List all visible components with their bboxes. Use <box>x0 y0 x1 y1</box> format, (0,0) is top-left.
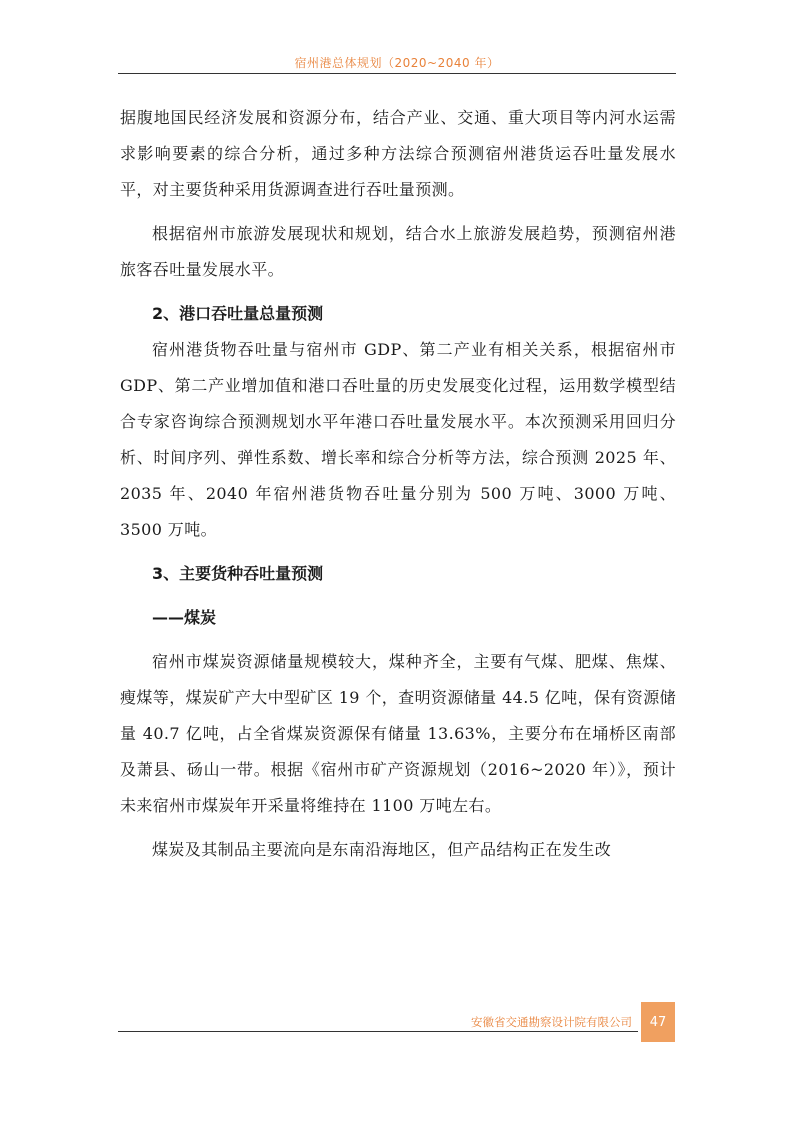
running-header-title: 宿州港总体规划（2020~2040 年） <box>294 56 500 70</box>
paragraph-5: 煤炭及其制品主要流向是东南沿海地区，但产品结构正在发生改 <box>152 840 612 859</box>
subsection-heading-coal: ——煤炭 <box>152 608 217 627</box>
paragraph-4: 宿州市煤炭资源储量规模较大，煤种齐全，主要有气煤、肥煤、焦煤、瘦煤等，煤炭矿产大中型矿区 19 个，查明资源储量 44.5 亿吨，保有资源储量 40.7 亿吨，占全省煤炭资源保有储量 13.63%，主要分布在埇桥区南部及萧县、砀山一带。根据《宿州市矿产资源规划（2016~2020 年）》，预计未来宿州市煤炭年开采量将维持在 1100 万吨左右。 <box>120 652 676 815</box>
section-heading-2: 2、港口吞吐量总量预测 <box>152 304 324 323</box>
document-body <box>120 100 676 868</box>
section-heading-3: 3、主要货种吞吐量预测 <box>152 564 324 583</box>
spacer <box>120 636 676 644</box>
page-number: 47 <box>649 1014 667 1030</box>
spacer <box>120 824 676 832</box>
footer-divider <box>118 1031 638 1032</box>
footer-organization: 安徽省交通勘察设计院有限公司 <box>471 1015 632 1029</box>
spacer <box>120 208 676 216</box>
paragraph-3: 宿州港货物吞吐量与宿州市 GDP、第二产业有相关关系，根据宿州市 GDP、第二产业增加值和港口吞吐量的历史发展变化过程，运用数学模型结合专家咨询综合预测规划水平年港口吞吐量发展水平。本次预测采用回归分析、时间序列、弹性系数、增长率和综合分析等方法，综合预测 2025 年、2035 年、2040 年宿州港货物吞吐量分别为 500 万吨、3000 万吨、3500 万吨。 <box>120 340 676 539</box>
paragraph-2: 根据宿州市旅游发展现状和规划，结合水上旅游发展趋势，预测宿州港旅客吞吐量发展水平。 <box>120 224 676 279</box>
header-divider <box>118 73 676 74</box>
paragraph-1: 据腹地国民经济发展和资源分布，结合产业、交通、重大项目等内河水运需求影响要素的综合分析，通过多种方法综合预测宿州港货运吞吐量发展水平，对主要货种采用货源调查进行吞吐量预测。 <box>120 108 676 199</box>
page-number-badge <box>641 1002 675 1042</box>
